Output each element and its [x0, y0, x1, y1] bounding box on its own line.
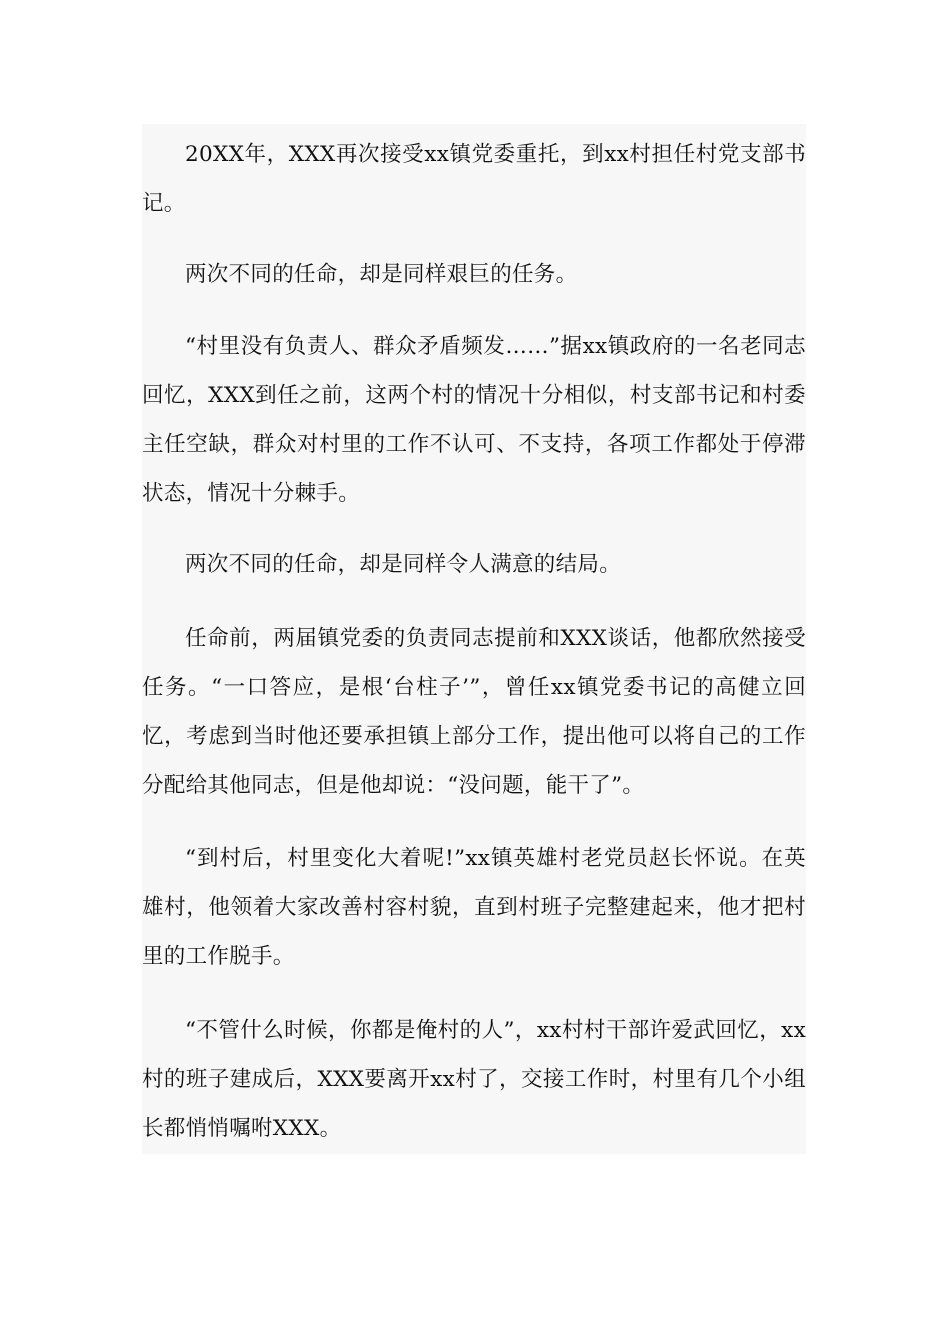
paragraph: “村里没有负责人、群众矛盾频发……”据xx镇政府的一名老同志回忆，XXX到任之前，这两个村的情况十分相似，村支部书记和村委主任空缺，群众对村里的工作不认可、不支持，各项工作都处于停滞状态，情况十分棘手。: [142, 334, 806, 506]
paragraph: 两次不同的任命，却是同样艰巨的任务。: [185, 262, 578, 287]
document-text-block: [142, 124, 806, 1154]
paragraph: 20XX年，XXX再次接受xx镇党委重托，到xx村担任村党支部书记。: [142, 142, 806, 216]
paragraph: “不管什么时候，你都是俺村的人”，xx村村干部许爱武回忆，xx村的班子建成后，XXX要离开xx村了，交接工作时，村里有几个小组长都悄悄嘱咐XXX。: [142, 1018, 806, 1141]
paragraph: “到村后，村里变化大着呢!”xx镇英雄村老党员赵长怀说。在英雄村，他领着大家改善村容村貌，直到村班子完整建起来，他才把村里的工作脱手。: [142, 846, 806, 969]
paragraph: 两次不同的任命，却是同样令人满意的结局。: [185, 552, 622, 577]
paragraph: 任命前，两届镇党委的负责同志提前和XXX谈话，他都欣然接受任务。“一口答应，是根‘台柱子’”，曾任xx镇党委书记的高健立回忆，考虑到当时他还要承担镇上部分工作，提出他可以将自己的工作分配给其他同志，但是他却说：“没问题，能干了”。: [142, 626, 806, 798]
